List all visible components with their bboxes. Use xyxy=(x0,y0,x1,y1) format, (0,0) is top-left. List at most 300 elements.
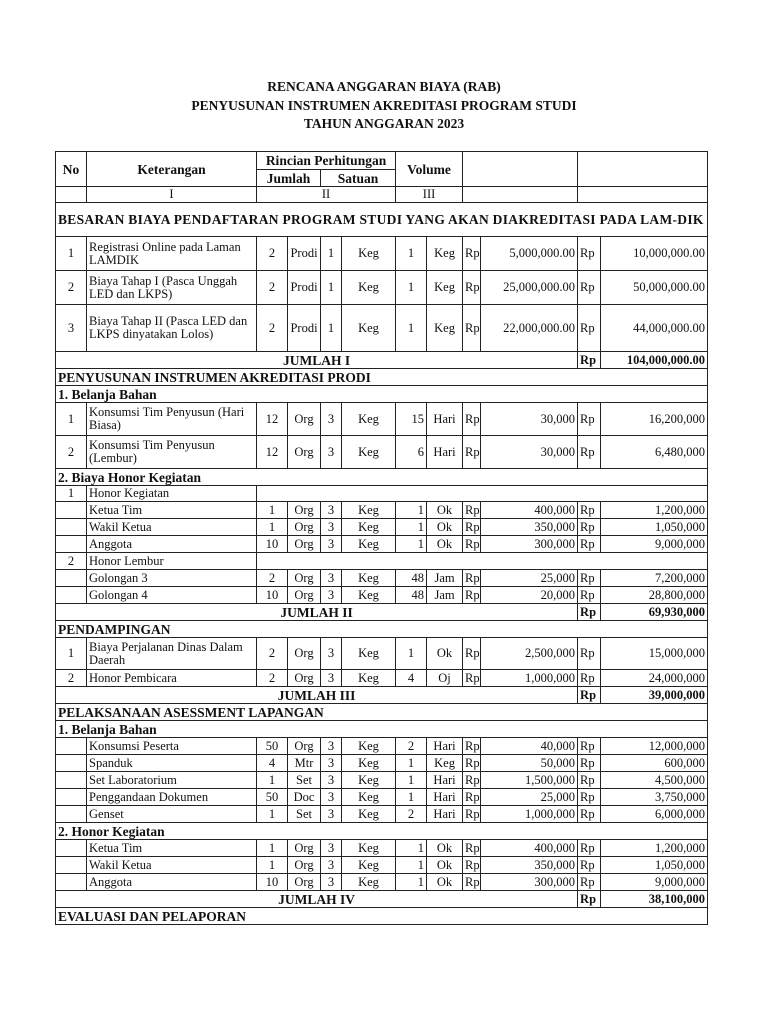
section-honor: 2. Biaya Honor Kegiatan xyxy=(56,469,708,486)
doc-title-line2: PENYUSUNAN INSTRUMEN AKREDITASI PROGRAM STUDI xyxy=(191,98,577,113)
row-kegiatan: 1 xyxy=(321,305,342,352)
subheader-no: 1 xyxy=(56,486,87,502)
row-jumlah: 1 xyxy=(257,857,288,874)
row-no xyxy=(56,857,87,874)
row-kegiatan: 3 xyxy=(321,519,342,536)
row-jumlah: 12 xyxy=(257,403,288,436)
row-kegiatan-unit: Keg xyxy=(342,789,396,806)
row-volume-unit: Ok xyxy=(427,536,463,553)
row-satuan: Set xyxy=(288,772,321,789)
row-rp: Rp xyxy=(463,519,481,536)
row-rp: Rp xyxy=(463,806,481,823)
row-total: 12,000,000 xyxy=(601,738,708,755)
row-total: 10,000,000.00 xyxy=(601,237,708,271)
header-no: No xyxy=(56,152,87,187)
section-belanja-bahan: 1. Belanja Bahan xyxy=(56,386,708,403)
subheader-row xyxy=(56,486,708,502)
table-row xyxy=(56,755,708,772)
row-rp-total: Rp xyxy=(578,840,601,857)
row-kegiatan-unit: Keg xyxy=(342,502,396,519)
row-harga: 5,000,000.00 xyxy=(481,237,578,271)
table-row xyxy=(56,840,708,857)
row-rp-total: Rp xyxy=(578,670,601,687)
row-volume-unit: Jam xyxy=(427,587,463,604)
row-kegiatan-unit: Keg xyxy=(342,755,396,772)
row-total: 6,480,000 xyxy=(601,436,708,469)
section-asesmen-honor: 2. Honor Kegiatan xyxy=(56,823,708,840)
jumlah-rp: Rp xyxy=(578,604,601,621)
row-volume-unit: Keg xyxy=(427,271,463,305)
row-satuan: Doc xyxy=(288,789,321,806)
header-rincian: Rincian Perhitungan xyxy=(257,152,396,170)
row-no: 2 xyxy=(56,436,87,469)
row-harga: 25,000 xyxy=(481,570,578,587)
row-rp-total: Rp xyxy=(578,570,601,587)
row-no xyxy=(56,772,87,789)
row-harga: 22,000,000.00 xyxy=(481,305,578,352)
table-row xyxy=(56,502,708,519)
row-satuan: Org xyxy=(288,738,321,755)
row-keterangan: Biaya Tahap I (Pasca Unggah LED dan LKPS) xyxy=(87,271,257,305)
row-rp-total: Rp xyxy=(578,519,601,536)
row-keterangan: Anggota xyxy=(87,536,257,553)
section-heading xyxy=(56,908,708,925)
row-kegiatan: 3 xyxy=(321,436,342,469)
row-satuan: Org xyxy=(288,840,321,857)
row-keterangan: Honor Pembicara xyxy=(87,670,257,687)
row-keterangan: Wakil Ketua xyxy=(87,519,257,536)
row-harga: 2,500,000 xyxy=(481,638,578,670)
table-row xyxy=(56,772,708,789)
row-kegiatan: 3 xyxy=(321,502,342,519)
row-harga: 30,000 xyxy=(481,436,578,469)
row-volume-unit: Hari xyxy=(427,436,463,469)
row-kegiatan: 1 xyxy=(321,271,342,305)
row-keterangan: Penggandaan Dokumen xyxy=(87,789,257,806)
row-jumlah: 1 xyxy=(257,840,288,857)
row-volume-unit: Keg xyxy=(427,237,463,271)
row-total: 9,000,000 xyxy=(601,874,708,891)
row-volume-unit: Hari xyxy=(427,403,463,436)
row-no xyxy=(56,840,87,857)
row-volume: 1 xyxy=(396,271,427,305)
row-rp: Rp xyxy=(463,436,481,469)
row-kegiatan-unit: Keg xyxy=(342,519,396,536)
row-total: 6,000,000 xyxy=(601,806,708,823)
row-volume-unit: Keg xyxy=(427,305,463,352)
section-evaluasi: EVALUASI DAN PELAPORAN xyxy=(56,908,708,925)
row-volume-unit: Keg xyxy=(427,755,463,772)
row-satuan: Org xyxy=(288,570,321,587)
row-rp-total: Rp xyxy=(578,436,601,469)
row-volume-unit: Ok xyxy=(427,857,463,874)
row-harga: 400,000 xyxy=(481,502,578,519)
row-kegiatan: 3 xyxy=(321,403,342,436)
header-volume: Volume xyxy=(396,152,463,187)
jumlah-rp: Rp xyxy=(578,687,601,704)
row-rp: Rp xyxy=(463,587,481,604)
row-no xyxy=(56,570,87,587)
row-kegiatan: 1 xyxy=(321,237,342,271)
row-rp: Rp xyxy=(463,670,481,687)
row-rp: Rp xyxy=(463,840,481,857)
jumlah-total: 38,100,000 xyxy=(601,891,708,908)
row-harga: 50,000 xyxy=(481,755,578,772)
row-keterangan: Spanduk xyxy=(87,755,257,772)
row-harga: 20,000 xyxy=(481,587,578,604)
row-harga: 350,000 xyxy=(481,519,578,536)
section-heading xyxy=(56,721,708,738)
row-total: 7,200,000 xyxy=(601,570,708,587)
table-row xyxy=(56,874,708,891)
row-harga: 25,000 xyxy=(481,789,578,806)
row-kegiatan-unit: Keg xyxy=(342,772,396,789)
row-rp: Rp xyxy=(463,755,481,772)
section-heading xyxy=(56,704,708,721)
row-no: 3 xyxy=(56,305,87,352)
row-jumlah: 2 xyxy=(257,670,288,687)
row-satuan: Org xyxy=(288,436,321,469)
row-jumlah: 2 xyxy=(257,237,288,271)
jumlah-rp: Rp xyxy=(578,352,601,369)
table-row xyxy=(56,857,708,874)
row-rp-total: Rp xyxy=(578,755,601,772)
row-jumlah: 10 xyxy=(257,874,288,891)
row-rp-total: Rp xyxy=(578,874,601,891)
row-no xyxy=(56,536,87,553)
row-harga: 1,000,000 xyxy=(481,806,578,823)
row-jumlah: 1 xyxy=(257,772,288,789)
row-keterangan: Konsumsi Tim Penyusun (Hari Biasa) xyxy=(87,403,257,436)
row-total: 16,200,000 xyxy=(601,403,708,436)
table-row xyxy=(56,305,708,352)
row-volume: 15 xyxy=(396,403,427,436)
row-kegiatan-unit: Keg xyxy=(342,403,396,436)
row-satuan: Org xyxy=(288,874,321,891)
section-heading xyxy=(56,369,708,386)
row-kegiatan: 3 xyxy=(321,738,342,755)
table-row xyxy=(56,436,708,469)
header-row xyxy=(56,152,708,170)
row-kegiatan-unit: Keg xyxy=(342,738,396,755)
row-total: 1,050,000 xyxy=(601,857,708,874)
row-kegiatan-unit: Keg xyxy=(342,305,396,352)
row-rp-total: Rp xyxy=(578,305,601,352)
row-jumlah: 12 xyxy=(257,436,288,469)
jumlah-row xyxy=(56,891,708,908)
row-jumlah: 4 xyxy=(257,755,288,772)
row-satuan: Set xyxy=(288,806,321,823)
row-no xyxy=(56,874,87,891)
row-rp-total: Rp xyxy=(578,271,601,305)
row-satuan: Org xyxy=(288,638,321,670)
row-kegiatan: 3 xyxy=(321,857,342,874)
header-satuan: Satuan xyxy=(321,170,396,187)
row-volume: 1 xyxy=(396,755,427,772)
row-rp: Rp xyxy=(463,271,481,305)
row-volume-unit: Ok xyxy=(427,840,463,857)
row-kegiatan-unit: Keg xyxy=(342,536,396,553)
row-no: 1 xyxy=(56,403,87,436)
row-volume: 1 xyxy=(396,502,427,519)
row-harga: 400,000 xyxy=(481,840,578,857)
row-kegiatan: 3 xyxy=(321,840,342,857)
row-volume: 1 xyxy=(396,772,427,789)
row-jumlah: 2 xyxy=(257,305,288,352)
row-rp-total: Rp xyxy=(578,738,601,755)
row-satuan: Org xyxy=(288,519,321,536)
row-satuan: Org xyxy=(288,857,321,874)
row-kegiatan-unit: Keg xyxy=(342,840,396,857)
row-kegiatan-unit: Keg xyxy=(342,570,396,587)
row-kegiatan-unit: Keg xyxy=(342,806,396,823)
row-total: 4,500,000 xyxy=(601,772,708,789)
jumlah-total: 39,000,000 xyxy=(601,687,708,704)
row-jumlah: 2 xyxy=(257,638,288,670)
row-volume: 1 xyxy=(396,840,427,857)
row-volume-unit: Hari xyxy=(427,789,463,806)
row-satuan: Mtr xyxy=(288,755,321,772)
row-rp-total: Rp xyxy=(578,857,601,874)
row-keterangan: Biaya Perjalanan Dinas Dalam Daerah xyxy=(87,638,257,670)
row-kegiatan: 3 xyxy=(321,755,342,772)
row-volume-unit: Ok xyxy=(427,519,463,536)
row-total: 1,200,000 xyxy=(601,840,708,857)
row-keterangan: Genset xyxy=(87,806,257,823)
row-keterangan: Ketua Tim xyxy=(87,840,257,857)
row-total: 24,000,000 xyxy=(601,670,708,687)
row-jumlah: 1 xyxy=(257,519,288,536)
row-volume: 4 xyxy=(396,670,427,687)
row-volume: 1 xyxy=(396,305,427,352)
row-volume-unit: Hari xyxy=(427,772,463,789)
row-rp-total: Rp xyxy=(578,806,601,823)
row-no xyxy=(56,519,87,536)
jumlah-rp: Rp xyxy=(578,891,601,908)
jumlah-label: JUMLAH IV xyxy=(56,891,578,908)
row-harga: 30,000 xyxy=(481,403,578,436)
row-rp-total: Rp xyxy=(578,403,601,436)
section-pendampingan: PENDAMPINGAN xyxy=(56,621,708,638)
row-keterangan: Biaya Tahap II (Pasca LED dan LKPS dinyatakan Lolos) xyxy=(87,305,257,352)
row-kegiatan-unit: Keg xyxy=(342,271,396,305)
row-keterangan: Golongan 4 xyxy=(87,587,257,604)
doc-title-line1: RENCANA ANGGARAN BIAYA (RAB) xyxy=(267,79,501,94)
row-kegiatan-unit: Keg xyxy=(342,587,396,604)
section-heading xyxy=(56,203,708,237)
row-volume: 1 xyxy=(396,519,427,536)
row-harga: 1,500,000 xyxy=(481,772,578,789)
table-row xyxy=(56,789,708,806)
row-no xyxy=(56,502,87,519)
table-row xyxy=(56,237,708,271)
row-kegiatan: 3 xyxy=(321,874,342,891)
row-satuan: Prodi xyxy=(288,237,321,271)
row-kegiatan-unit: Keg xyxy=(342,436,396,469)
row-total: 1,200,000 xyxy=(601,502,708,519)
section-pendaftaran: BESARAN BIAYA PENDAFTARAN PROGRAM STUDI YANG AKAN DIAKREDITASI PADA LAM-DIK xyxy=(56,203,708,237)
row-keterangan: Golongan 3 xyxy=(87,570,257,587)
row-rp: Rp xyxy=(463,305,481,352)
jumlah-label: JUMLAH I xyxy=(56,352,578,369)
row-rp: Rp xyxy=(463,789,481,806)
section-heading xyxy=(56,621,708,638)
table-row xyxy=(56,271,708,305)
row-kegiatan-unit: Keg xyxy=(342,874,396,891)
row-kegiatan: 3 xyxy=(321,570,342,587)
row-rp-total: Rp xyxy=(578,237,601,271)
subheader-row xyxy=(56,553,708,570)
row-rp-total: Rp xyxy=(578,536,601,553)
subheader-label: Honor Lembur xyxy=(87,553,257,570)
row-volume: 1 xyxy=(396,536,427,553)
table-row xyxy=(56,570,708,587)
row-no: 2 xyxy=(56,670,87,687)
row-rp: Rp xyxy=(463,738,481,755)
roman-1: I xyxy=(87,187,257,203)
row-satuan: Prodi xyxy=(288,271,321,305)
row-harga: 25,000,000.00 xyxy=(481,271,578,305)
subheader-label: Honor Kegiatan xyxy=(87,486,257,502)
roman-3: III xyxy=(396,187,463,203)
row-jumlah: 50 xyxy=(257,789,288,806)
row-no xyxy=(56,587,87,604)
row-rp: Rp xyxy=(463,502,481,519)
row-no xyxy=(56,755,87,772)
row-keterangan: Registrasi Online pada Laman LAMDIK xyxy=(87,237,257,271)
table-row xyxy=(56,738,708,755)
row-harga: 300,000 xyxy=(481,536,578,553)
subheader-no: 2 xyxy=(56,553,87,570)
row-kegiatan: 3 xyxy=(321,806,342,823)
row-jumlah: 10 xyxy=(257,587,288,604)
row-total: 44,000,000.00 xyxy=(601,305,708,352)
row-rp-total: Rp xyxy=(578,789,601,806)
row-no: 2 xyxy=(56,271,87,305)
row-kegiatan: 3 xyxy=(321,587,342,604)
table-row xyxy=(56,403,708,436)
row-rp-total: Rp xyxy=(578,587,601,604)
row-jumlah: 10 xyxy=(257,536,288,553)
jumlah-total: 69,930,000 xyxy=(601,604,708,621)
section-heading xyxy=(56,823,708,840)
row-volume: 1 xyxy=(396,789,427,806)
row-total: 3,750,000 xyxy=(601,789,708,806)
row-no xyxy=(56,789,87,806)
row-rp-total: Rp xyxy=(578,772,601,789)
table-row xyxy=(56,536,708,553)
row-satuan: Org xyxy=(288,536,321,553)
row-keterangan: Ketua Tim xyxy=(87,502,257,519)
row-rp-total: Rp xyxy=(578,502,601,519)
row-volume-unit: Ok xyxy=(427,638,463,670)
row-total: 15,000,000 xyxy=(601,638,708,670)
subheader-blank xyxy=(257,486,708,502)
row-kegiatan-unit: Keg xyxy=(342,857,396,874)
row-rp-total: Rp xyxy=(578,638,601,670)
row-jumlah: 2 xyxy=(257,271,288,305)
row-jumlah: 1 xyxy=(257,806,288,823)
header-jumlah: Jumlah xyxy=(257,170,321,187)
row-total: 600,000 xyxy=(601,755,708,772)
row-no: 1 xyxy=(56,638,87,670)
row-kegiatan-unit: Keg xyxy=(342,670,396,687)
row-volume: 1 xyxy=(396,237,427,271)
row-satuan: Prodi xyxy=(288,305,321,352)
row-rp: Rp xyxy=(463,772,481,789)
row-satuan: Org xyxy=(288,670,321,687)
row-satuan: Org xyxy=(288,403,321,436)
section-penyusunan: PENYUSUNAN INSTRUMEN AKREDITASI PRODI xyxy=(56,369,708,386)
table-row xyxy=(56,587,708,604)
row-harga: 350,000 xyxy=(481,857,578,874)
row-volume-unit: Hari xyxy=(427,806,463,823)
row-keterangan: Wakil Ketua xyxy=(87,857,257,874)
row-total: 50,000,000.00 xyxy=(601,271,708,305)
row-harga: 300,000 xyxy=(481,874,578,891)
row-rp: Rp xyxy=(463,237,481,271)
row-volume: 48 xyxy=(396,570,427,587)
row-volume: 6 xyxy=(396,436,427,469)
row-kegiatan: 3 xyxy=(321,638,342,670)
row-kegiatan: 3 xyxy=(321,670,342,687)
row-volume: 48 xyxy=(396,587,427,604)
row-kegiatan: 3 xyxy=(321,772,342,789)
row-kegiatan-unit: Keg xyxy=(342,638,396,670)
jumlah-total: 104,000,000.00 xyxy=(601,352,708,369)
row-harga: 1,000,000 xyxy=(481,670,578,687)
row-rp: Rp xyxy=(463,536,481,553)
section-heading xyxy=(56,386,708,403)
row-jumlah: 50 xyxy=(257,738,288,755)
row-volume-unit: Oj xyxy=(427,670,463,687)
row-volume: 2 xyxy=(396,738,427,755)
jumlah-label: JUMLAH II xyxy=(56,604,578,621)
row-kegiatan: 3 xyxy=(321,789,342,806)
jumlah-row xyxy=(56,604,708,621)
header-keterangan: Keterangan xyxy=(87,152,257,187)
table-row xyxy=(56,670,708,687)
row-no xyxy=(56,738,87,755)
header-blank-harga xyxy=(463,152,578,187)
row-kegiatan-unit: Keg xyxy=(342,237,396,271)
row-kegiatan: 3 xyxy=(321,536,342,553)
row-rp: Rp xyxy=(463,570,481,587)
row-rp: Rp xyxy=(463,638,481,670)
row-no xyxy=(56,806,87,823)
row-harga: 40,000 xyxy=(481,738,578,755)
row-jumlah: 2 xyxy=(257,570,288,587)
row-volume-unit: Ok xyxy=(427,874,463,891)
header-blank-total xyxy=(578,152,708,187)
row-satuan: Org xyxy=(288,502,321,519)
jumlah-row xyxy=(56,352,708,369)
row-total: 28,800,000 xyxy=(601,587,708,604)
jumlah-row xyxy=(56,687,708,704)
doc-title-line3: TAHUN ANGGARAN 2023 xyxy=(303,116,465,131)
table-row xyxy=(56,519,708,536)
table-row xyxy=(56,806,708,823)
subheader-blank xyxy=(257,553,708,570)
row-volume-unit: Jam xyxy=(427,570,463,587)
row-volume: 1 xyxy=(396,638,427,670)
roman-row xyxy=(56,187,708,203)
row-keterangan: Set Laboratorium xyxy=(87,772,257,789)
budget-table xyxy=(55,151,708,925)
row-volume: 1 xyxy=(396,857,427,874)
table-row xyxy=(56,638,708,670)
row-volume-unit: Hari xyxy=(427,738,463,755)
